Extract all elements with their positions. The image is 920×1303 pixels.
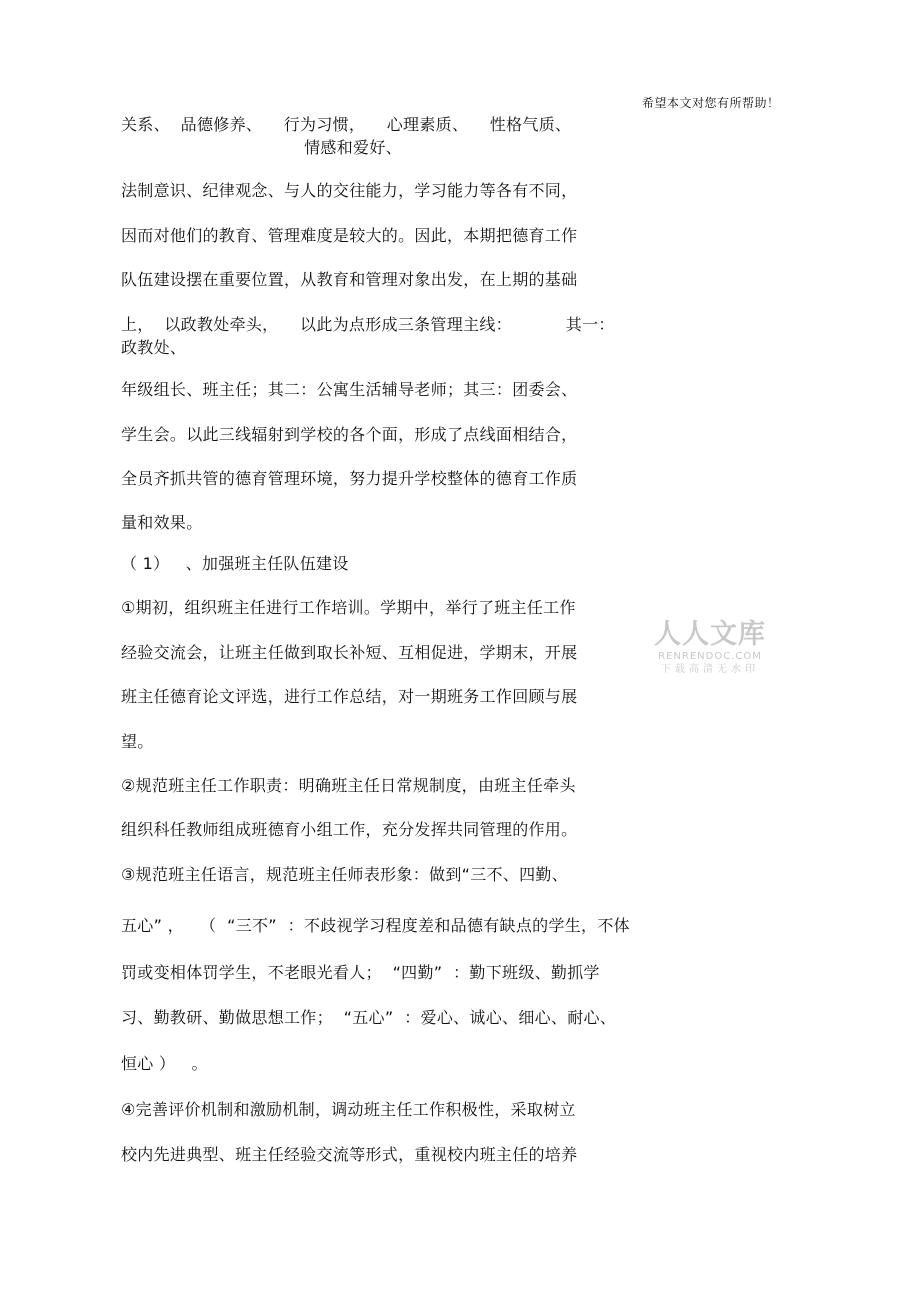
text-line: 全员齐抓共管的德育管理环境，努力提升学校整体的德育工作质 bbox=[121, 469, 578, 488]
text-line: 情感和爱好、 bbox=[121, 138, 402, 157]
text-line: ①期初，组织班主任进行工作培训。学期中，举行了班主任工作 bbox=[121, 598, 576, 617]
text-line: 量和效果。 bbox=[121, 513, 203, 532]
text-line: ④完善评价机制和激励机制，调动班主任工作积极性，采取树立 bbox=[121, 1100, 576, 1119]
text-line: 政教处、 bbox=[121, 338, 187, 357]
watermark-title: 人人文库 bbox=[654, 619, 766, 650]
text-line: 组织科任教师组成班德育小组工作，充分发挥共同管理的作用。 bbox=[121, 820, 578, 839]
watermark-domain: RENRENDOC.COM bbox=[658, 651, 762, 662]
text-line: 法制意识、纪律观念、与人的交往能力，学习能力等各有不同， bbox=[121, 181, 578, 200]
text-line: 学生会。以此三线辐射到学校的各个面，形成了点线面相结合， bbox=[121, 425, 578, 444]
text-line: 班主任德育论文评选，进行工作总结，对一期班务工作回顾与展 bbox=[121, 687, 578, 706]
text-line: 校内先进典型、班主任经验交流等形式，重视校内班主任的培养 bbox=[121, 1145, 578, 1164]
text-line: 年级组长、班主任；其二：公寓生活辅导老师；其三：团委会、 bbox=[121, 380, 578, 399]
text-line: ②规范班主任工作职责：明确班主任日常规制度，由班主任牵头 bbox=[121, 776, 576, 795]
watermark-logo bbox=[648, 620, 772, 676]
text-line: ③规范班主任语言，规范班主任师表形象：做到“三不、四勤、 bbox=[121, 865, 569, 884]
text-line: 队伍建设摆在重要位置，从教育和管理对象出发，在上期的基础 bbox=[121, 270, 578, 289]
text-line: 上， 以政教处牵头， 以此为点形成三条管理主线： 其一： bbox=[121, 315, 615, 334]
text-line: 恒心 ） 。 bbox=[121, 1054, 208, 1073]
text-line: 关系、 品德修养、 行为习惯， 心理素质、 性格气质、 bbox=[121, 115, 572, 134]
text-line: 因而对他们的教育、管理难度是较大的。因此，本期把德育工作 bbox=[121, 226, 578, 245]
header-note: 希望本文对您有所帮助！ bbox=[642, 96, 780, 110]
text-line: 五心” ， （ “三不” ：不歧视学习程度差和品德有缺点的学生，不体 bbox=[121, 916, 630, 935]
text-line: 罚或变相体罚学生，不老眼光看人； “四勤” ：勤下班级、勤抓学 bbox=[121, 963, 600, 982]
text-line: 习、勤教研、勤做思想工作； “五心” ：爱心、诚心、细心、耐心、 bbox=[121, 1008, 617, 1027]
watermark-subtitle: 下载高清无水印 bbox=[661, 664, 759, 675]
section-heading: （ 1） 、加强班主任队伍建设 bbox=[121, 554, 349, 573]
text-line: 望。 bbox=[121, 732, 154, 751]
text-line: 经验交流会，让班主任做到取长补短、互相促进，学期末，开展 bbox=[121, 643, 578, 662]
